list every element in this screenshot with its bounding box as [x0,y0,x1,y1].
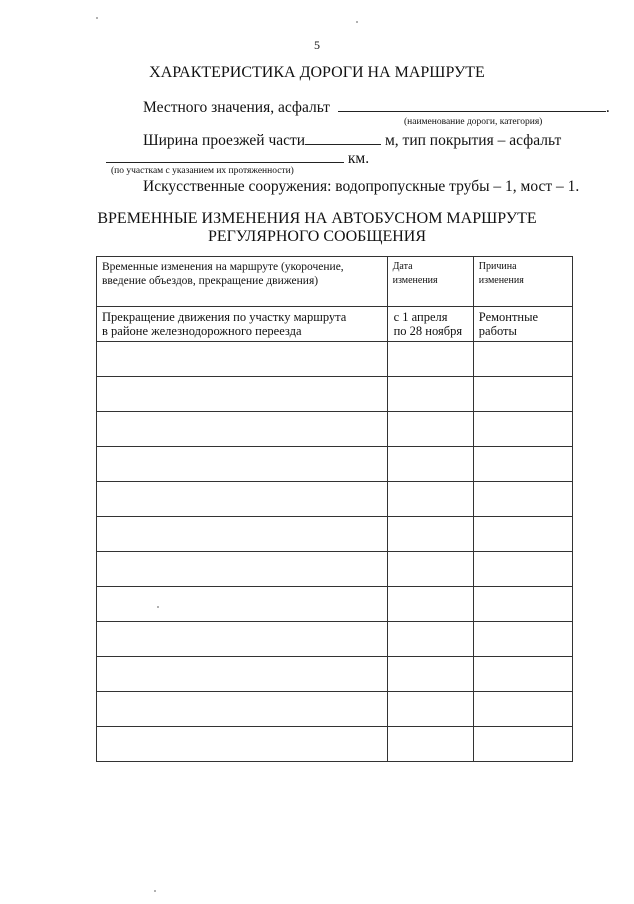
cell-reason [473,307,572,342]
empty-cell [387,342,473,377]
empty-cell [97,412,388,447]
table-row-empty [97,482,573,517]
header-date-line1: Дата [392,261,413,272]
changes-heading [0,210,634,246]
cell-reason-line1: Ремонтные [478,310,539,324]
road-width-label: Ширина проезжей части [143,132,306,149]
road-significance-line [143,97,610,117]
header-changes-line1: Временные изменения на маршруте (укорочение, [102,261,344,273]
empty-cell [473,412,572,447]
empty-cell [387,587,473,622]
road-width-line [143,130,561,150]
page-title: ХАРАКТЕРИСТИКА ДОРОГИ НА МАРШРУТЕ [149,64,485,81]
table-row-empty [97,587,573,622]
road-sections-hint: (по участкам с указанием их протяженности) [111,166,294,176]
header-reason [473,257,572,307]
table-row-empty [97,412,573,447]
table-row-empty [97,377,573,412]
cell-change-line1: Прекращение движения по участку маршрута [102,310,347,324]
header-reason-line1: Причина [478,261,517,272]
empty-cell [473,342,572,377]
changes-heading-line2: РЕГУЛЯРНОГО СООБЩЕНИЯ [207,228,427,245]
empty-cell [387,482,473,517]
cell-reason-line2: работы [478,324,517,338]
empty-cell [473,482,572,517]
empty-cell [473,587,572,622]
road-km-line [106,148,369,168]
empty-cell [387,657,473,692]
empty-cell [97,517,388,552]
header-date [387,257,473,307]
empty-cell [387,377,473,412]
scan-speck [96,17,98,19]
header-reason-line2: изменения [478,275,524,286]
cell-date-line1: с 1 апреля [393,310,448,324]
road-structures: Искусственные сооружения: водопропускные трубы – 1, мост – 1. [143,178,580,195]
cell-date [387,307,473,342]
empty-cell [97,342,388,377]
table-row-empty [97,517,573,552]
scan-speck [154,890,156,892]
empty-cell [387,692,473,727]
empty-cell [97,552,388,587]
empty-cell [387,727,473,762]
empty-cell [473,657,572,692]
empty-cell [473,622,572,657]
empty-cell [473,552,572,587]
empty-cell [97,447,388,482]
empty-cell [97,587,388,622]
road-width-unit-surface: м, тип покрытия – асфальт [384,132,562,149]
road-width-blank [305,130,381,145]
cell-date-line2: по 28 ноября [393,324,463,338]
scan-speck [157,606,159,608]
road-km-unit: км. [347,150,370,167]
empty-cell [97,727,388,762]
road-name-dot: . [605,99,610,116]
header-changes [97,257,388,307]
table-row-empty [97,622,573,657]
empty-cell [473,692,572,727]
empty-cell [97,657,388,692]
empty-cell [473,447,572,482]
header-date-line2: изменения [392,275,438,286]
table-row-empty [97,447,573,482]
road-name-blank [338,97,606,112]
empty-cell [387,517,473,552]
table-row-empty [97,692,573,727]
empty-cell [473,517,572,552]
table-header-row [97,257,573,307]
empty-cell [387,552,473,587]
empty-cell [97,622,388,657]
empty-cell [97,692,388,727]
table-row-empty [97,727,573,762]
empty-cell [473,377,572,412]
empty-cell [97,377,388,412]
cell-change [97,307,388,342]
scan-speck [356,21,358,23]
table-row-empty [97,342,573,377]
empty-cell [97,482,388,517]
empty-cell [473,727,572,762]
page-number: 5 [314,38,320,52]
table-row-empty [97,552,573,587]
road-significance-text: Местного значения, асфальт [143,99,330,116]
changes-heading-line1: ВРЕМЕННЫЕ ИЗМЕНЕНИЯ НА АВТОБУСНОМ МАРШРУТЕ [97,210,537,227]
route-changes-table [96,256,573,762]
table-row [97,307,573,342]
road-km-blank [106,148,344,163]
empty-cell [387,622,473,657]
cell-change-line2: в районе железнодорожного переезда [102,324,302,338]
road-name-hint: (наименование дороги, категория) [404,117,543,127]
empty-cell [387,447,473,482]
empty-cell [387,412,473,447]
header-changes-line2: введение объездов, прекращение движения) [102,275,319,287]
table-row-empty [97,657,573,692]
